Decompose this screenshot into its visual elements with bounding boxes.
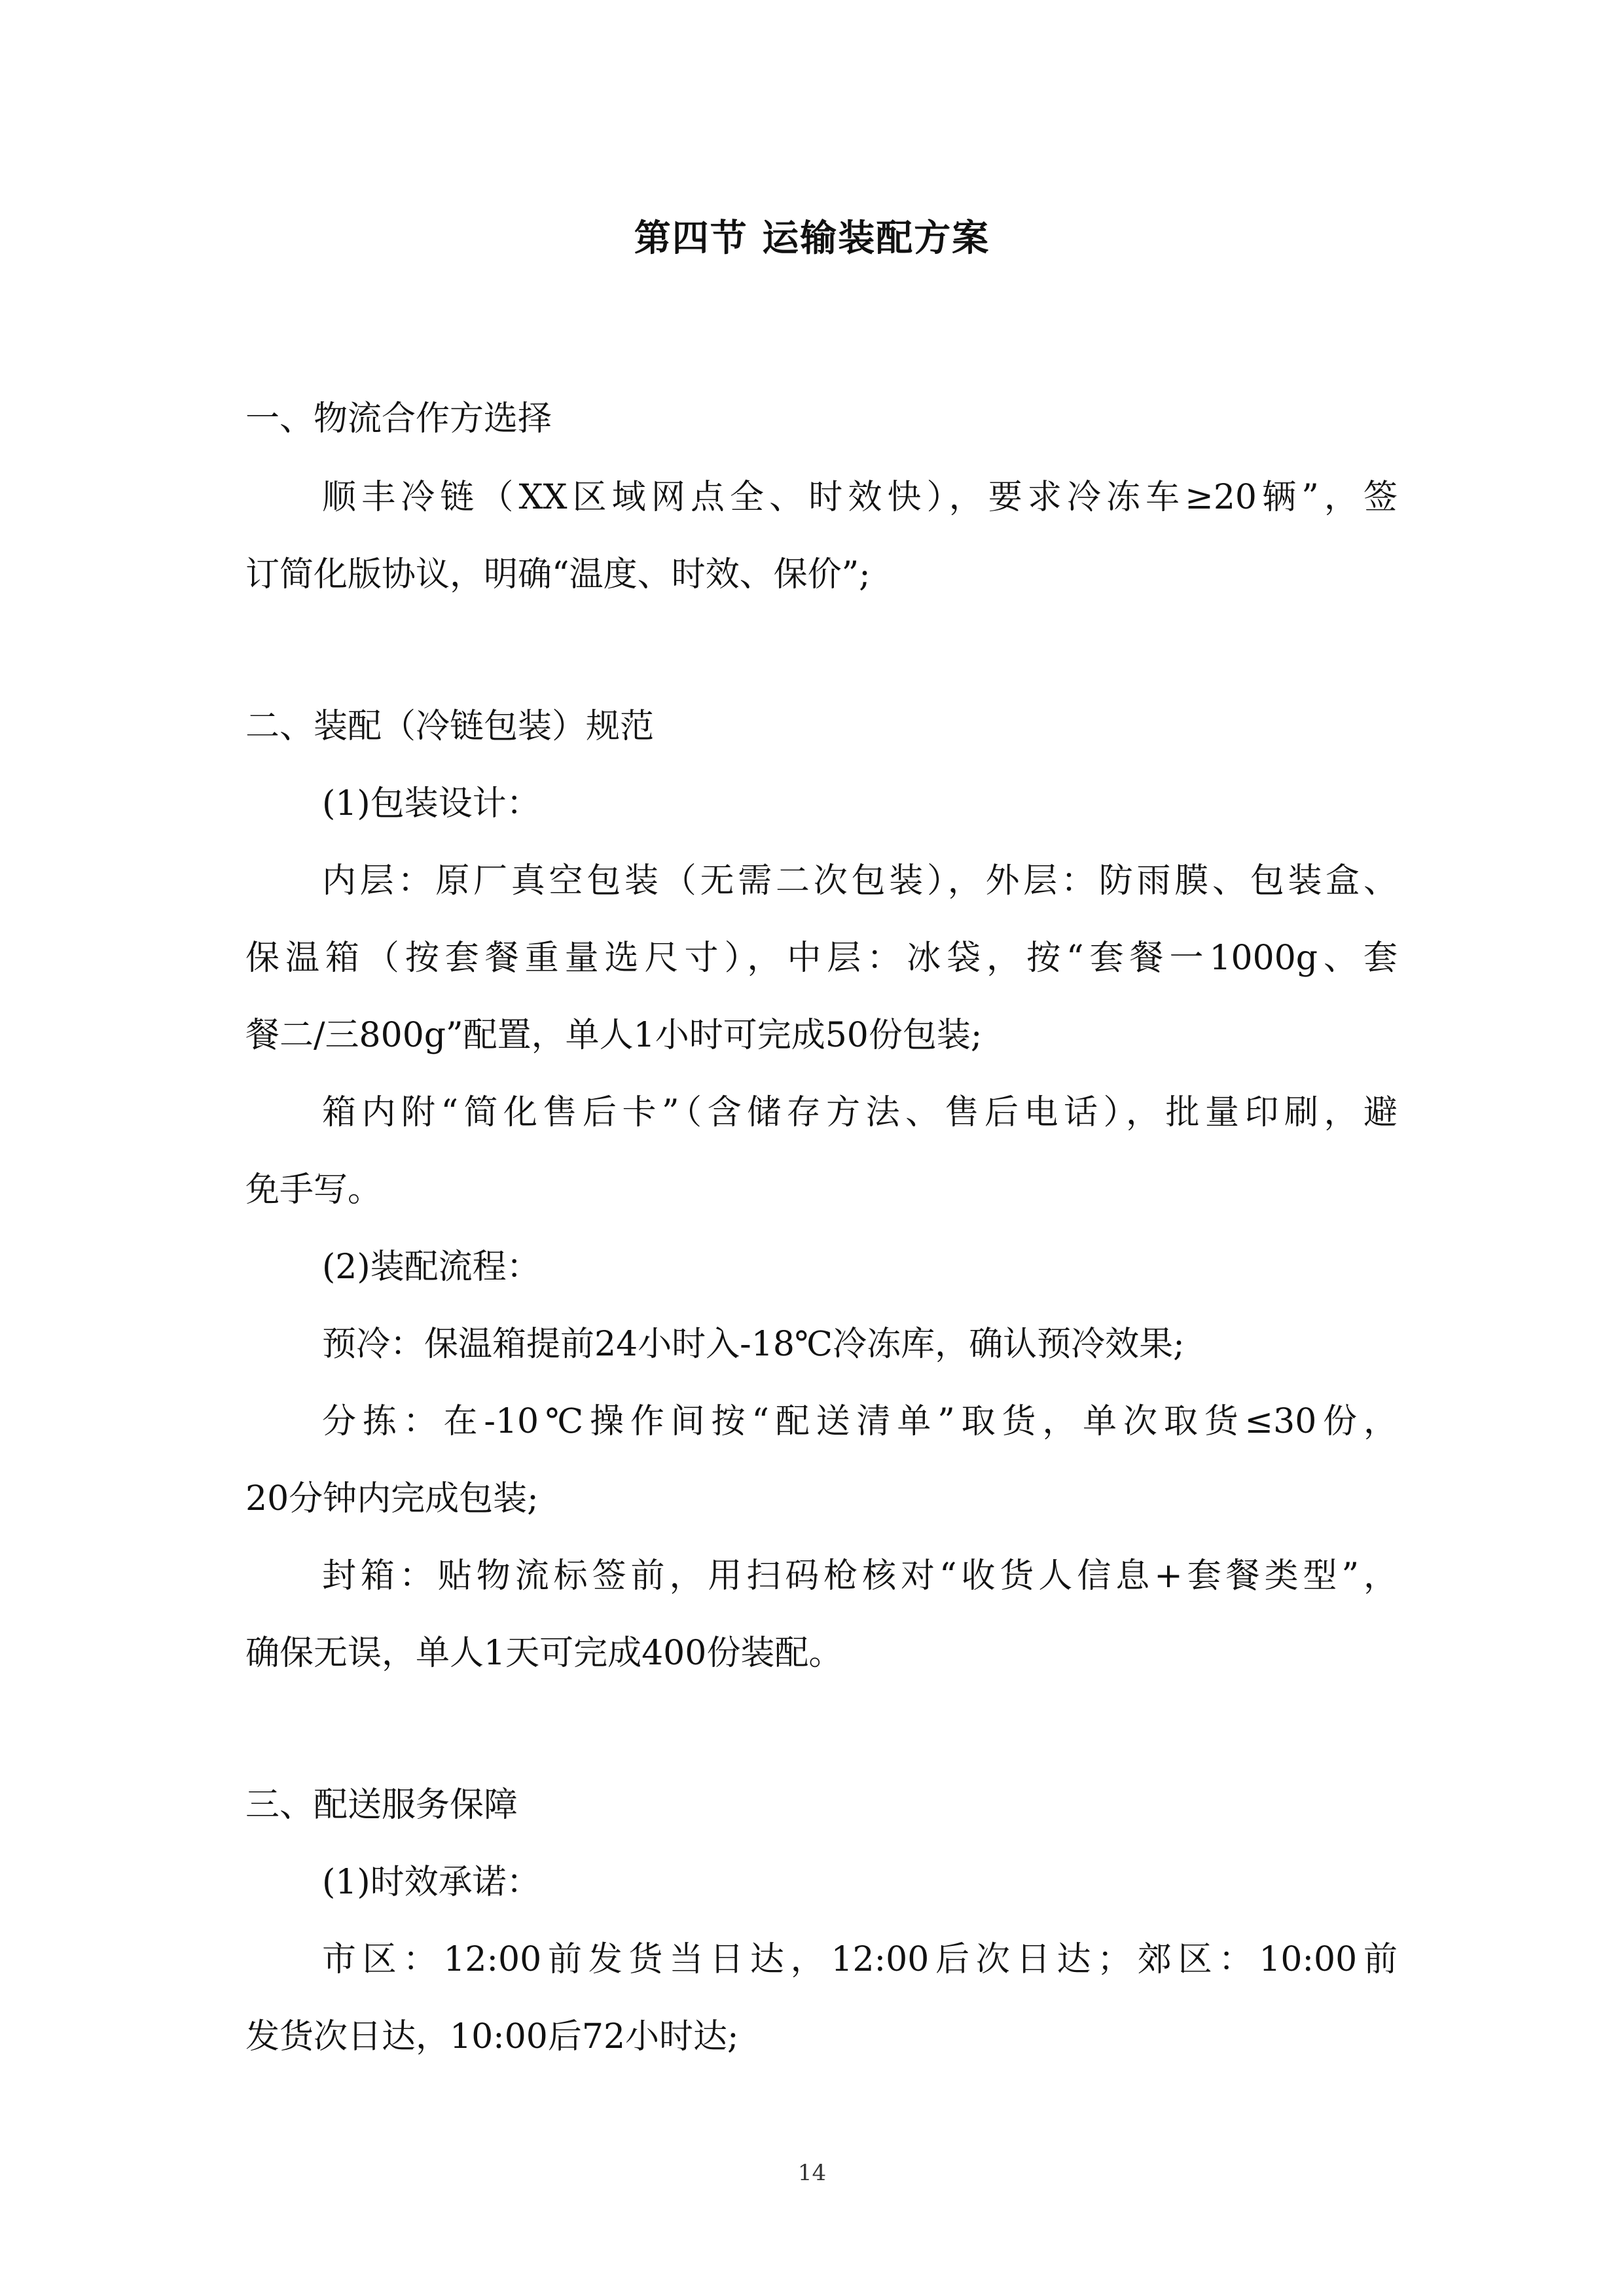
heading-packaging-standard: 二、装配（冷链包装）规范 <box>245 707 655 746</box>
paragraph-line: 20分钟内完成包装; <box>245 1479 539 1518</box>
heading-delivery-service: 三、配送服务保障 <box>245 1785 518 1825</box>
subheading-timing-commitment: (1)时效承诺： <box>322 1863 541 1902</box>
paragraph-line: 免手写。 <box>245 1170 382 1210</box>
paragraph-line: 保温箱（按套餐重量选尺寸），中层：冰袋，按“套餐一1000g、套 <box>245 939 1398 978</box>
paragraph-line: 封箱：贴物流标签前，用扫码枪核对“收货人信息+套餐类型”， <box>322 1556 1398 1596</box>
subheading-assembly-process: (2)装配流程： <box>322 1247 541 1287</box>
paragraph-line: 确保无误，单人1天可完成400份装配。 <box>245 1634 843 1673</box>
paragraph-line: 分拣：在-10℃操作间按“配送清单”取货，单次取货≤30份， <box>322 1402 1398 1441</box>
paragraph-line: 箱内附“简化售后卡”（含储存方法、售后电话），批量印刷，避 <box>322 1093 1398 1132</box>
subheading-packaging-design: (1)包装设计： <box>322 784 541 823</box>
page-number: 14 <box>797 2160 827 2186</box>
section-title: 第四节 运输装配方案 <box>634 217 990 260</box>
paragraph-line: 市区：12:00前发货当日达，12:00后次日达；郊区：10:00前 <box>322 1940 1398 1979</box>
paragraph-line: 内层：原厂真空包装（无需二次包装），外层：防雨膜、包装盒、 <box>322 861 1398 901</box>
paragraph-line: 顺丰冷链（XX区域网点全、时效快），要求冷冻车≥20辆”，签 <box>322 478 1398 517</box>
heading-logistics-partner: 一、物流合作方选择 <box>245 399 552 439</box>
paragraph-line: 餐二/三800g”配置，单人1小时可完成50份包装; <box>245 1016 983 1055</box>
paragraph-line: 发货次日达，10:00后72小时达; <box>245 2017 739 2056</box>
paragraph-line: 预冷：保温箱提前24小时入-18℃冷冻库，确认预冷效果; <box>322 1325 1185 1364</box>
paragraph-line: 订简化版协议，明确“温度、时效、保价”; <box>245 555 871 594</box>
